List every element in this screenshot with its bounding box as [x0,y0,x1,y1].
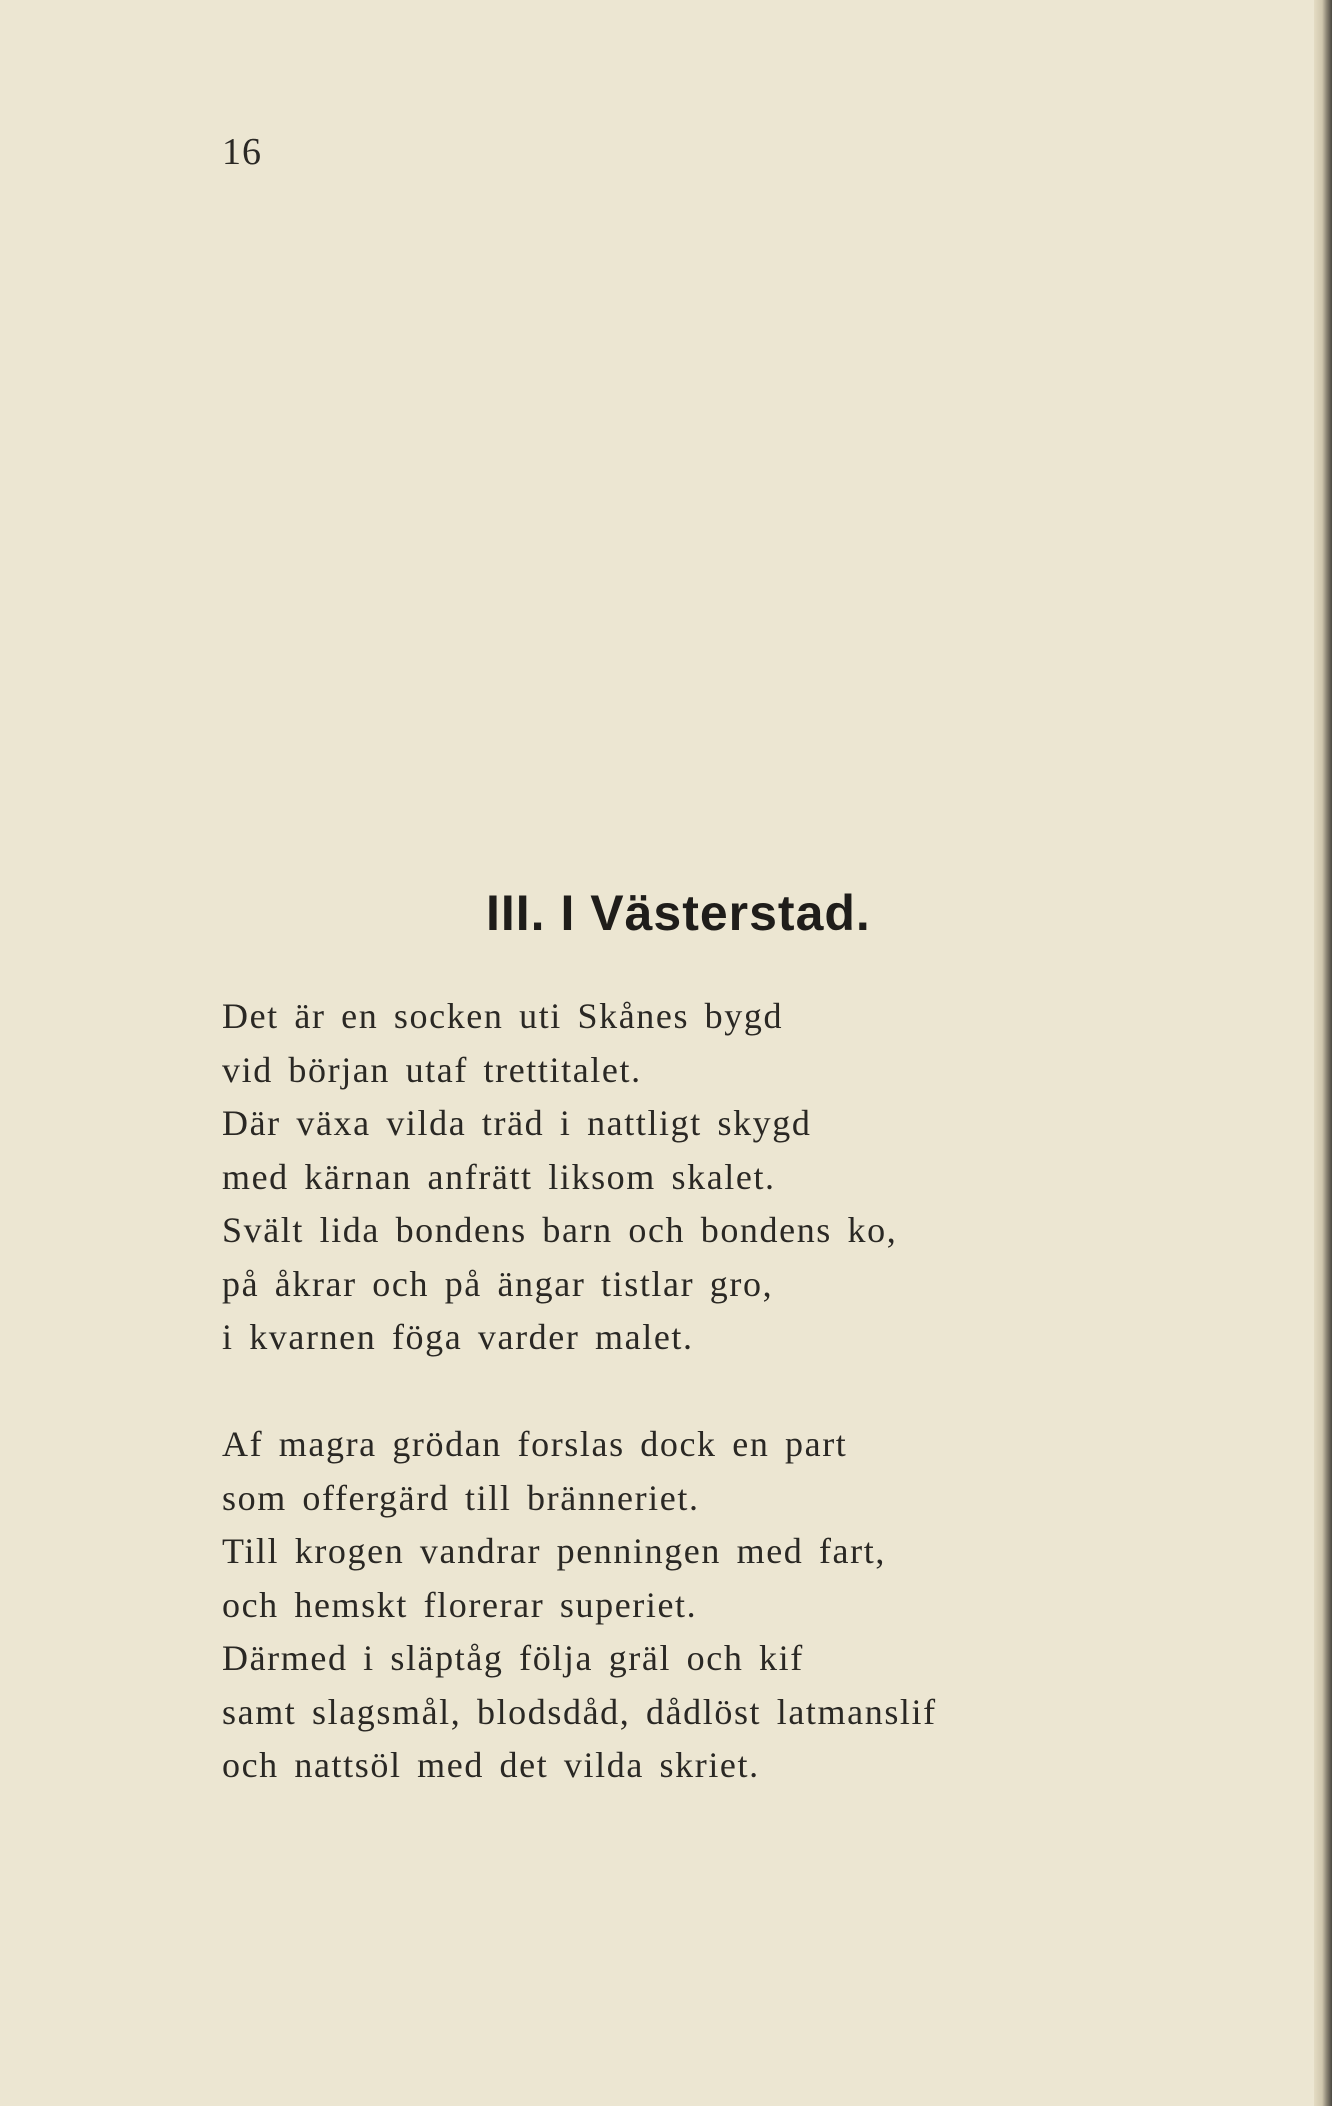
verse-line: och nattsöl med det vilda skriet. [222,1745,760,1785]
verse-line: och hemskt florerar superiet. [222,1584,698,1625]
page-number: 16 [222,131,262,173]
verse-line: Af magra grödan forslas dock en part [222,1424,848,1464]
verse-line: Svält lida bondens barn och bondens ko, [222,1210,898,1250]
verse-line: samt slagsmål, blodsdåd, dådlöst latmanslif [222,1691,937,1732]
verse-line: Det är en socken uti Skånes bygd [222,996,784,1036]
stanza-2 [222,1418,937,1793]
chapter-title: III. I Västerstad. [486,885,871,941]
stanza-1 [222,990,897,1365]
verse-line: i kvarnen föga varder malet. [222,1317,694,1357]
verse-line: vid början utaf trettitalet. [222,1049,642,1090]
page-edge-shadow [1314,0,1332,2106]
verse-line: Därmed i släptåg följa gräl och kif [222,1638,804,1678]
verse-line: Till krogen vandrar penningen med fart, [222,1531,886,1571]
verse-line: med kärnan anfrätt liksom skalet. [222,1156,776,1197]
verse-line: Där växa vilda träd i nattligt skygd [222,1103,812,1143]
verse-line: som offergärd till bränneriet. [222,1477,700,1518]
verse-line: på åkrar och på ängar tistlar gro, [222,1263,774,1304]
